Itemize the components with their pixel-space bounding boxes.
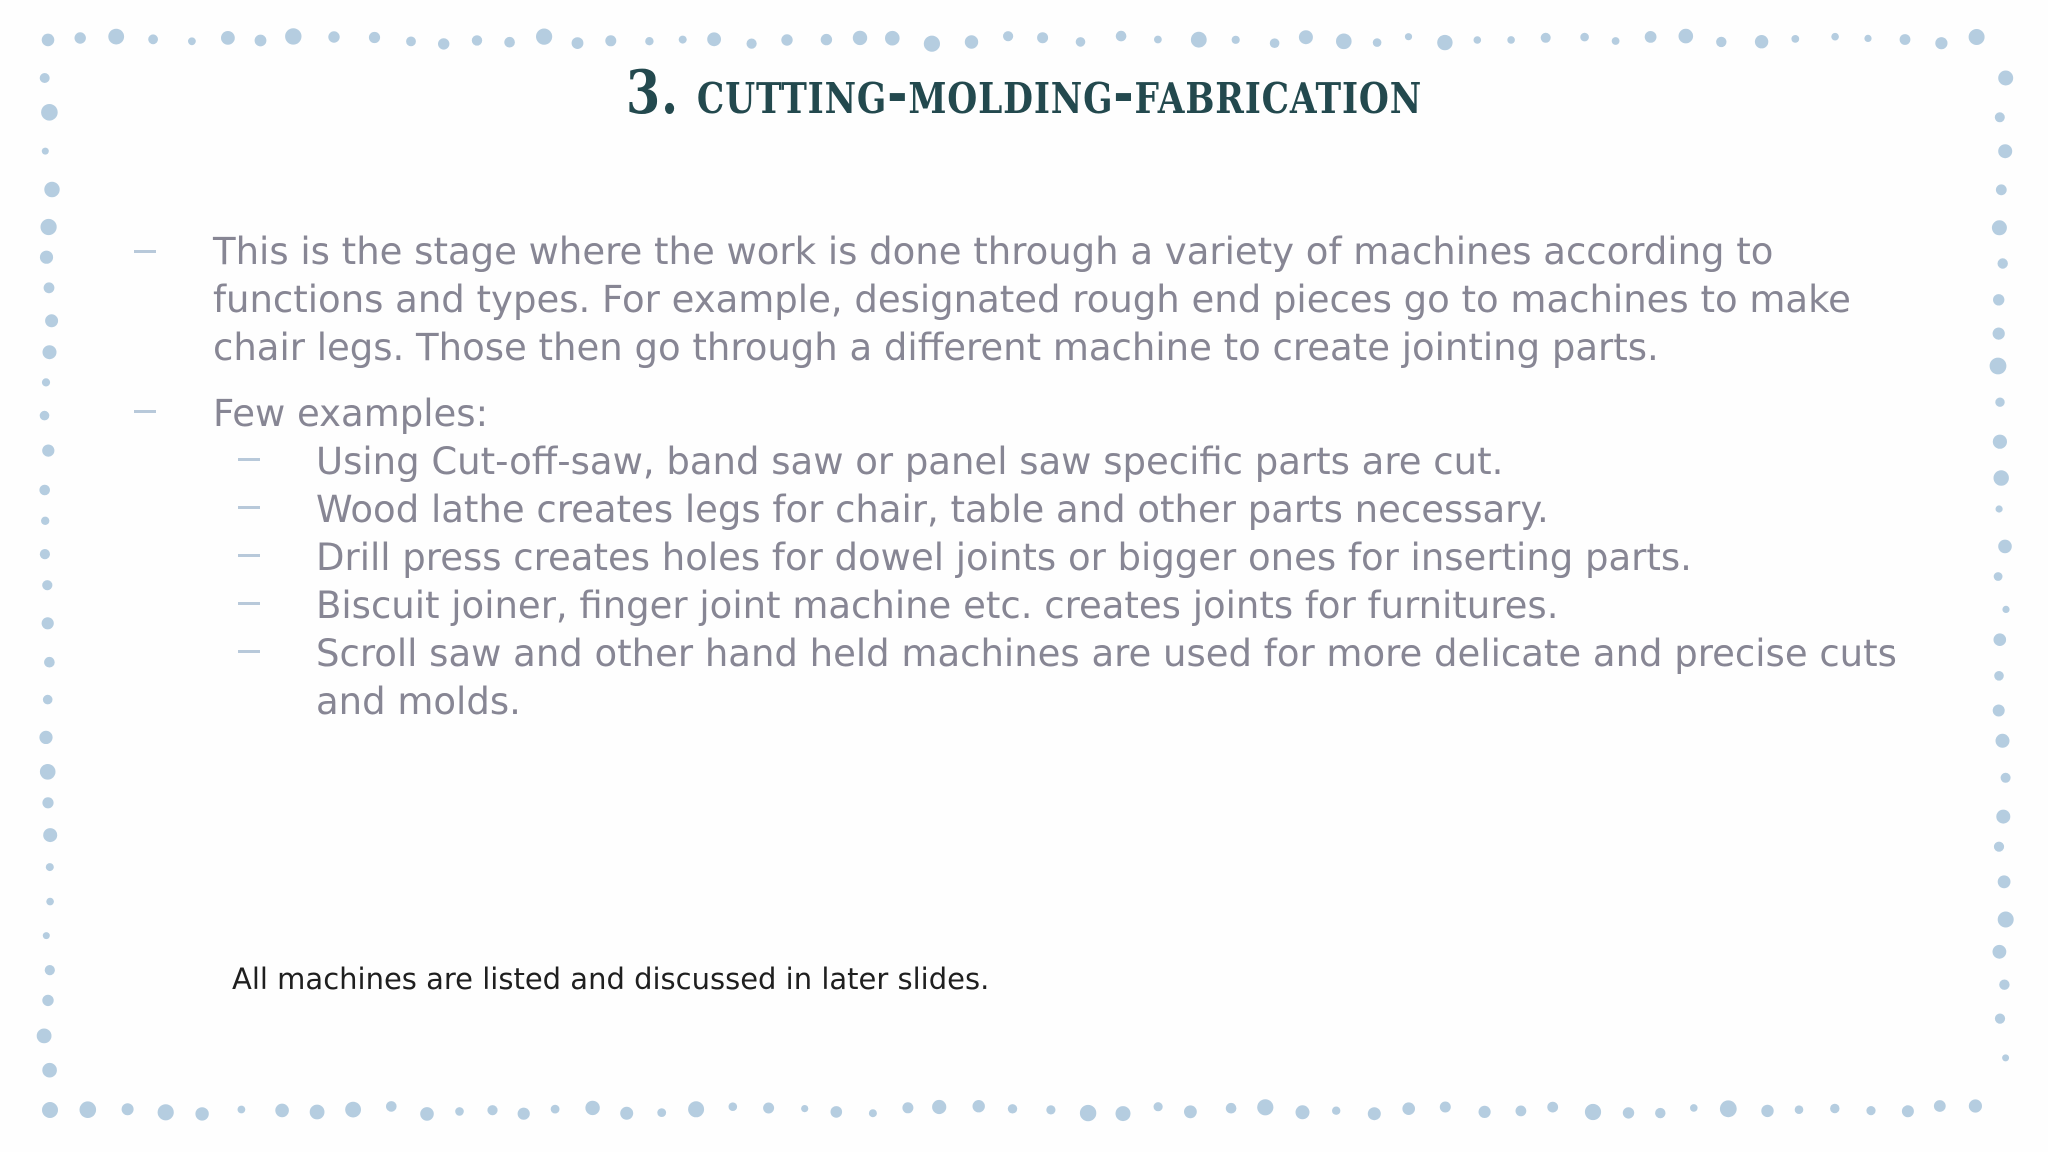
border-dot xyxy=(285,28,301,44)
border-dot xyxy=(1996,184,2007,195)
border-dot xyxy=(504,37,515,48)
border-dot xyxy=(1270,38,1280,48)
border-dot xyxy=(108,29,124,45)
sub-bullet-dash xyxy=(238,602,260,605)
border-dot xyxy=(1866,1106,1875,1115)
border-dot xyxy=(40,73,50,83)
border-dot xyxy=(43,345,57,359)
border-dot xyxy=(1755,35,1768,48)
border-dot xyxy=(1994,633,2007,646)
border-dot xyxy=(1437,35,1452,50)
border-dot xyxy=(42,445,54,457)
border-dot xyxy=(44,182,59,197)
border-dot xyxy=(1516,1106,1527,1117)
border-dot xyxy=(1999,980,2009,990)
border-dot xyxy=(438,38,449,49)
border-dot xyxy=(1299,30,1313,44)
border-dot xyxy=(885,31,900,46)
border-dot xyxy=(1368,1107,1381,1120)
border-dot xyxy=(1226,1103,1237,1114)
border-dot xyxy=(869,1109,877,1117)
border-dot xyxy=(902,1102,913,1113)
border-dot xyxy=(518,1108,530,1120)
border-dot xyxy=(1795,1105,1804,1114)
border-dot xyxy=(42,378,50,386)
footnote: All machines are listed and discussed in later slides. xyxy=(232,962,990,996)
border-dot xyxy=(487,1105,497,1115)
border-dot xyxy=(1336,34,1352,50)
border-dot xyxy=(1716,37,1726,47)
border-dot xyxy=(1994,842,2004,852)
border-dot xyxy=(1474,36,1482,44)
border-dot xyxy=(45,314,58,327)
border-dot xyxy=(1080,1105,1096,1121)
border-dot xyxy=(40,411,50,421)
border-dot xyxy=(40,764,56,780)
border-dot xyxy=(1998,912,2014,928)
border-dot xyxy=(1154,36,1162,44)
border-dot xyxy=(645,37,653,45)
border-dot xyxy=(1440,1102,1451,1113)
bullet-dash xyxy=(134,410,156,413)
border-dot xyxy=(1257,1099,1273,1115)
border-dot xyxy=(1037,32,1048,43)
border-dot xyxy=(39,485,50,496)
border-dot xyxy=(42,797,53,808)
border-dot xyxy=(1934,1100,1946,1112)
border-dot xyxy=(729,1102,738,1111)
border-dot xyxy=(1645,31,1657,43)
border-dot xyxy=(763,1103,774,1114)
border-dot xyxy=(821,34,832,45)
border-dot xyxy=(1791,35,1799,43)
border-dot xyxy=(43,828,57,842)
border-dot xyxy=(831,1106,843,1118)
border-dot xyxy=(40,251,53,264)
bullet-text-stage: This is the stage where the work is done through a variety of machines according to functions and types. For example, designated rough end pieces go to machines to make chair legs. Those then go through a different machine to create jointing parts. xyxy=(213,230,1851,369)
sub-bullet-dash xyxy=(238,554,260,557)
border-dot xyxy=(41,219,57,235)
sub-bullet-dash xyxy=(238,506,260,509)
border-dot xyxy=(1902,1105,1914,1117)
border-dot xyxy=(46,863,54,871)
border-dot xyxy=(1994,470,2009,485)
border-dot xyxy=(42,995,53,1006)
border-dot xyxy=(158,1104,174,1120)
border-dot xyxy=(42,1063,57,1078)
border-dot xyxy=(1008,1104,1017,1113)
border-dot xyxy=(2001,773,2011,783)
border-dot xyxy=(195,1107,208,1120)
border-dot xyxy=(275,1104,289,1118)
border-dot xyxy=(1296,1105,1310,1119)
border-dot xyxy=(1830,1104,1839,1113)
border-dot xyxy=(44,282,55,293)
border-dot xyxy=(41,104,58,121)
border-dot xyxy=(1992,220,2007,235)
border-dot xyxy=(39,731,52,744)
border-dot xyxy=(1405,33,1412,40)
border-dot xyxy=(965,35,978,48)
border-dot xyxy=(620,1107,633,1120)
border-dot xyxy=(46,898,54,906)
border-dot xyxy=(707,32,721,46)
border-dot xyxy=(42,34,55,47)
slide-title: 3. cutting-molding-fabrication xyxy=(625,58,1423,128)
border-dot xyxy=(1332,1107,1340,1115)
border-dot xyxy=(41,517,49,525)
border-dot xyxy=(221,31,235,45)
border-dot xyxy=(1585,1104,1601,1120)
border-dot xyxy=(1935,37,1947,49)
border-dot xyxy=(1993,435,2007,449)
bullet-text-examples: Few examples: xyxy=(213,392,489,435)
border-dot xyxy=(1116,31,1127,42)
border-dot xyxy=(1900,34,1911,45)
sub-bullet-text: Scroll saw and other hand held machines are used for more delicate and precise cuts and molds. xyxy=(316,632,1897,723)
border-dot xyxy=(1046,1105,1055,1114)
border-dot xyxy=(2002,1054,2009,1061)
border-dot xyxy=(853,31,867,45)
border-dot xyxy=(1831,33,1839,41)
border-dot xyxy=(1507,36,1515,44)
border-dot xyxy=(781,34,792,45)
border-dot xyxy=(42,148,49,155)
border-dot xyxy=(1623,1107,1634,1118)
border-dot xyxy=(1998,875,2011,888)
sub-bullet-dash xyxy=(238,650,260,653)
border-dot xyxy=(1996,734,2010,748)
sub-bullet-dash xyxy=(238,458,260,461)
border-dot xyxy=(1996,505,2003,512)
border-dot xyxy=(386,1101,397,1112)
border-dot xyxy=(801,1105,808,1112)
border-dot xyxy=(1969,1099,1982,1112)
border-dot xyxy=(40,549,50,559)
border-dot xyxy=(42,617,54,629)
border-dot xyxy=(238,1106,246,1114)
border-dot xyxy=(37,1029,52,1044)
border-dot xyxy=(1184,1105,1197,1118)
border-dot xyxy=(1995,112,2005,122)
border-dot xyxy=(605,35,616,46)
border-dot xyxy=(1998,71,2013,86)
sub-bullet-text: Wood lathe creates legs for chair, table and other parts necessary. xyxy=(316,488,1549,531)
border-dot xyxy=(1003,31,1013,41)
border-dot xyxy=(572,37,584,49)
border-dot xyxy=(1612,37,1620,45)
border-dot xyxy=(1995,398,2004,407)
border-dot xyxy=(188,37,196,45)
border-dot xyxy=(472,35,482,45)
border-dot xyxy=(1993,294,2004,305)
border-dot xyxy=(406,37,416,47)
border-dot xyxy=(1679,29,1694,44)
border-dot xyxy=(585,1101,599,1115)
border-dot xyxy=(1998,144,2012,158)
bullet-dash xyxy=(134,250,156,253)
border-dot xyxy=(43,932,50,939)
border-dot xyxy=(551,1105,560,1114)
border-dot xyxy=(1116,1106,1131,1121)
border-dot xyxy=(1154,1102,1163,1111)
border-dot xyxy=(536,28,552,44)
sub-bullet-text: Drill press creates holes for dowel joints or bigger ones for inserting parts. xyxy=(316,536,1692,579)
border-dot xyxy=(747,39,757,49)
border-dot xyxy=(1402,1102,1415,1115)
border-dot xyxy=(255,35,267,47)
border-dot xyxy=(1994,572,2003,581)
border-dot xyxy=(43,695,53,705)
border-dot xyxy=(1541,33,1551,43)
border-dot xyxy=(328,31,339,42)
border-dot xyxy=(420,1107,434,1121)
border-dot xyxy=(45,965,55,975)
border-dot xyxy=(42,580,52,590)
border-dot xyxy=(1479,1106,1491,1118)
border-dot xyxy=(148,34,158,44)
border-dot xyxy=(1993,705,2005,717)
border-dot xyxy=(455,1107,464,1116)
border-dot xyxy=(75,32,86,43)
border-dot xyxy=(310,1105,325,1120)
border-dot xyxy=(679,36,687,44)
border-dot xyxy=(1993,328,2005,340)
border-dot xyxy=(1655,1108,1665,1118)
border-dot xyxy=(1690,1104,1698,1112)
border-dot xyxy=(44,657,55,668)
border-dot xyxy=(122,1103,134,1115)
border-dot xyxy=(688,1101,704,1117)
sub-bullet-text: Biscuit joiner, finger joint machine etc. creates joints for furnitures. xyxy=(316,584,1559,627)
border-dot xyxy=(1547,1102,1558,1113)
border-dot xyxy=(1076,37,1086,47)
border-dot xyxy=(1998,258,2008,268)
border-dot xyxy=(1864,35,1871,42)
border-dot xyxy=(80,1101,97,1118)
border-dot xyxy=(1994,671,2004,681)
border-dot xyxy=(1580,33,1589,42)
border-dot xyxy=(1761,1105,1773,1117)
border-dot xyxy=(924,36,940,52)
border-dot xyxy=(1998,540,2012,554)
border-dot xyxy=(1996,810,2010,824)
border-dot xyxy=(1993,945,2007,959)
border-dot xyxy=(1373,38,1382,47)
border-dot xyxy=(657,1108,666,1117)
border-dot xyxy=(1191,32,1207,48)
border-dot xyxy=(345,1102,361,1118)
border-dot xyxy=(1969,29,1985,45)
border-dot xyxy=(932,1100,946,1114)
border-dot xyxy=(1232,36,1240,44)
border-dot xyxy=(42,1102,58,1118)
border-dot xyxy=(1720,1100,1737,1117)
border-dot xyxy=(369,32,380,43)
border-dot xyxy=(973,1100,985,1112)
border-dot xyxy=(1990,358,2007,375)
border-dot xyxy=(1995,1014,2005,1024)
border-dot xyxy=(2002,606,2009,613)
sub-bullet-text: Using Cut-off-saw, band saw or panel saw specific parts are cut. xyxy=(316,440,1504,483)
